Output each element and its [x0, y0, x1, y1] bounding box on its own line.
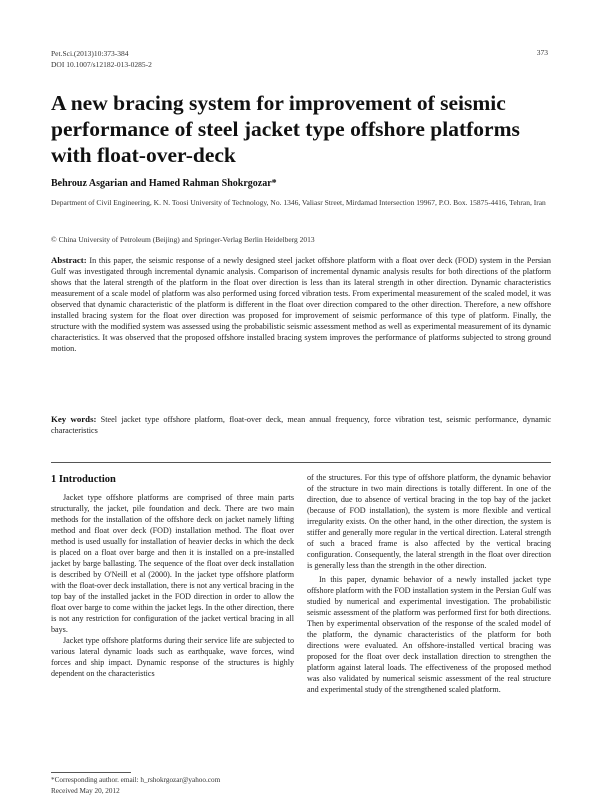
keywords: [51, 414, 551, 436]
keywords-text: Steel jacket type offshore platform, float-over deck, mean annual frequency, force vibration test, seismic performance, dynamic characteristics: [51, 415, 552, 435]
journal-reference: Pet.Sci.(2013)10:373-384: [51, 49, 129, 58]
page-number: 373: [536, 48, 548, 57]
section-heading-introduction: 1 Introduction: [51, 474, 116, 485]
body-paragraph: Jacket type offshore platforms during their service life are subjected to various lateral dynamic loads such as earthquake, wave forces, wind forces and ship impact. Dynamic response of the structures is highly dependent on the characteristics: [51, 636, 294, 678]
doi[interactable]: DOI 10.1007/s12182-013-0285-2: [51, 60, 152, 69]
footnote-divider: [51, 772, 131, 773]
corresponding-author: *Corresponding author. email: h_rshokrgozar@yahoo.com: [51, 776, 221, 784]
paper-title: A new bracing system for improvement of seismic performance of steel jacket type offshore platforms with float-over-deck: [51, 91, 520, 167]
running-header: [51, 48, 152, 70]
footnote: [51, 775, 220, 797]
abstract-text: In this paper, the seismic response of a newly designed steel jacket offshore platform with a float over deck (FOD) system in the Persian Gulf was investigated through incremental dynamic analysis. Comparison of incremental dynamic analysis results for both directions of the platform shows that the lateral strength of the platform in the float over direction is less than its lateral strength in other direction. Dynamic characteristics measurement of a scale model of platform was also performed using forced vibration tests. From experimental measurement of the scaled model, it was observed that dynamic characteristic of the platform is different in the float over direction compared to the other direction. Therefore, a new offshore installed bracing system for the float over direction was proposed for improvement of seismic performance of this type of platform. Finally, the structure with the modified system was assessed using the probabilistic seismic assessment method as well as experimental measurement of its dynamic characteristics. It was observed that the proposed offshore installed bracing system improves the performance of platforms subjected to strong ground motion.: [51, 256, 551, 353]
section-divider: [51, 462, 551, 463]
abstract-label: Abstract:: [51, 255, 87, 265]
affiliation: Department of Civil Engineering, K. N. Toosi University of Technology, No. 1346, Valiasr Street, Mirdamad Intersection 19967, P.O. Box. 15875-4416, Tehran, Iran: [51, 198, 546, 207]
keywords-label: Key words:: [51, 414, 97, 424]
received-date: Received May 20, 2012: [51, 787, 120, 795]
body-paragraph: In this paper, dynamic behavior of a newly installed jacket type offshore platform with the FOD installation system in the Persian Gulf was studied by numerical and experimental investigation. The probabilistic seismic assessment of the platform was performed first for both directions. Then by experimental observation of the response of the scaled model of the platform, the dynamic characteristics of the platform for both directions were evaluated. An offshore-installed vertical bracing was proposed for the float over deck installation direction to strengthen the platform against lateral loads. The effectiveness of the proposed method was also validated by numerical seismic assessment of the real structure and experimental study of the strengthened scaled platform.: [307, 575, 551, 694]
right-column: [307, 472, 551, 695]
body-paragraph: of the structures. For this type of offshore platform, the dynamic behavior of the structure in two main directions is totally different. In one of the direction, due to absence of vertical bracing in the top bay of the jacket (because of FOD installation), the system is more flexible and vertical irregularity exists. On the other hand, in the other direction, the system is stiffer and generally more regular in the vertical direction. Lateral strength of such a braced frame is also affected by the vertical bracing configuration. Consequently, the lateral strength in the float over direction is generally less than the strength in the other direction.: [307, 473, 551, 570]
body-paragraph: Jacket type offshore platforms are comprised of three main parts structurally, the jacket, pile foundation and deck. There are two main methods for the installation of the offshore deck on jacket namely lifting method and float over deck (FOD) installation method. The float over method is used usually for installation of heavier decks in which the deck is placed on a float over barge and then it is installed on a pre-installed jacket by barge ballasting. The sequence of the float over deck installation is described by O'Neill et al (2000). In the jacket type offshore platform with the float-over deck installation, there is not any vertical bracing in the top bay of the installed jacket in the FOD direction in order to allow the float over barge to come within the jacket legs. In the other direction, there is not any restriction for configuration of the jacket vertical bracing in all bays.: [51, 493, 294, 634]
authors: Behrouz Asgarian and Hamed Rahman Shokrgozar*: [51, 178, 277, 189]
copyright-notice: © China University of Petroleum (Beijing) and Springer-Verlag Berlin Heidelberg 2013: [51, 235, 315, 244]
left-column: [51, 492, 294, 679]
abstract: [51, 255, 551, 354]
